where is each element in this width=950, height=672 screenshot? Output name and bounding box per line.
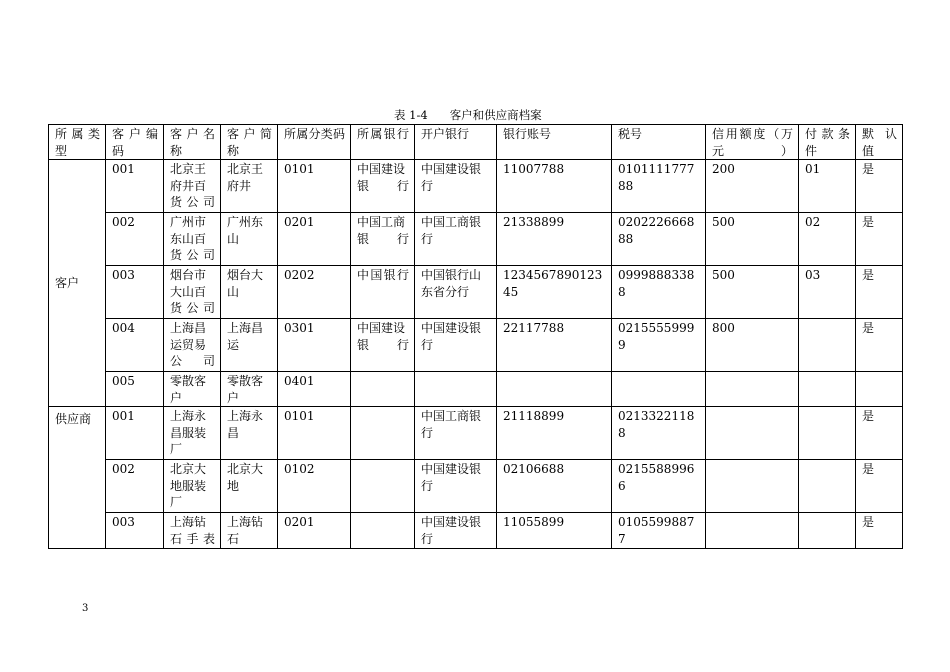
header-cell: 所属银行: [351, 125, 415, 160]
short-name-cell: 北京大地: [221, 460, 278, 513]
credit-cell: [706, 513, 799, 549]
customer-supplier-table: [48, 124, 903, 549]
credit-cell: [706, 372, 799, 407]
short-name-cell: 零散客户: [221, 372, 278, 407]
header-cell: 所属类型: [49, 125, 106, 160]
tax-cell: 02133221188: [612, 407, 706, 460]
default-cell: [856, 372, 903, 407]
class-code-cell: 0301: [278, 319, 351, 372]
bank-cell: [351, 513, 415, 549]
header-cell: 客户编码: [106, 125, 164, 160]
caption-number: 表 1-4: [394, 108, 428, 122]
terms-cell: 02: [799, 213, 856, 266]
code-cell: 002: [106, 213, 164, 266]
bank-cell: [351, 407, 415, 460]
short-name-cell: 上海昌运: [221, 319, 278, 372]
terms-cell: [799, 407, 856, 460]
bank-cell: 中国建设银行: [351, 319, 415, 372]
code-cell: 005: [106, 372, 164, 407]
tax-cell: 09998883388: [612, 266, 706, 319]
table-row: [49, 213, 903, 266]
header-cell: 税号: [612, 125, 706, 160]
branch-cell: 中国工商银行: [415, 407, 497, 460]
header-cell: 客户简称: [221, 125, 278, 160]
terms-cell: 03: [799, 266, 856, 319]
credit-cell: 500: [706, 266, 799, 319]
bank-cell: 中国工商银行: [351, 213, 415, 266]
account-cell: 21338899: [497, 213, 612, 266]
name-cell: 上海永昌服装厂: [164, 407, 221, 460]
branch-cell: 中国建设银行: [415, 513, 497, 549]
class-code-cell: 0101: [278, 407, 351, 460]
class-code-cell: 0101: [278, 160, 351, 213]
short-name-cell: 烟台大山: [221, 266, 278, 319]
table-caption: [394, 108, 542, 122]
code-cell: 002: [106, 460, 164, 513]
header-cell: 客户名称: [164, 125, 221, 160]
table-row: [49, 266, 903, 319]
account-cell: 02106688: [497, 460, 612, 513]
tax-cell: 02155889966: [612, 460, 706, 513]
tax-cell: 010111177788: [612, 160, 706, 213]
name-cell: 上海钻石手表: [164, 513, 221, 549]
default-cell: 是: [856, 513, 903, 549]
header-cell: 默认值: [856, 125, 903, 160]
name-cell: 烟台市大山百货公司: [164, 266, 221, 319]
branch-cell: 中国建设银行: [415, 460, 497, 513]
account-cell: 22117788: [497, 319, 612, 372]
bank-cell: 中国建设银行: [351, 160, 415, 213]
credit-cell: 800: [706, 319, 799, 372]
table-row: [49, 407, 903, 460]
default-cell: 是: [856, 266, 903, 319]
credit-cell: 200: [706, 160, 799, 213]
short-name-cell: 上海钻石: [221, 513, 278, 549]
header-cell: 所属分类码: [278, 125, 351, 160]
code-cell: 003: [106, 513, 164, 549]
table-row: [49, 460, 903, 513]
code-cell: 001: [106, 160, 164, 213]
name-cell: 零散客户: [164, 372, 221, 407]
tax-cell: [612, 372, 706, 407]
terms-cell: [799, 372, 856, 407]
account-cell: 11055899: [497, 513, 612, 549]
terms-cell: [799, 460, 856, 513]
table-row: [49, 160, 903, 213]
tax-cell: 01055998877: [612, 513, 706, 549]
class-code-cell: 0201: [278, 213, 351, 266]
code-cell: 004: [106, 319, 164, 372]
account-cell: [497, 372, 612, 407]
default-cell: 是: [856, 407, 903, 460]
short-name-cell: 广州东山: [221, 213, 278, 266]
default-cell: 是: [856, 319, 903, 372]
table-row: [49, 319, 903, 372]
branch-cell: 中国建设银行: [415, 160, 497, 213]
credit-cell: 500: [706, 213, 799, 266]
bank-cell: [351, 372, 415, 407]
default-cell: 是: [856, 213, 903, 266]
class-code-cell: 0202: [278, 266, 351, 319]
tax-cell: 02155559999: [612, 319, 706, 372]
branch-cell: 中国建设银行: [415, 319, 497, 372]
bank-cell: [351, 460, 415, 513]
caption-title: 客户和供应商档案: [449, 108, 542, 122]
account-cell: 11007788: [497, 160, 612, 213]
default-cell: 是: [856, 160, 903, 213]
name-cell: 广州市东山百货公司: [164, 213, 221, 266]
account-cell: 123456789012345: [497, 266, 612, 319]
branch-cell: 中国银行山东省分行: [415, 266, 497, 319]
name-cell: 北京大地服装厂: [164, 460, 221, 513]
group-cell-supplier: 供应商: [49, 407, 106, 549]
account-cell: 21118899: [497, 407, 612, 460]
branch-cell: 中国工商银行: [415, 213, 497, 266]
page-number: 3: [82, 603, 89, 614]
header-cell: 开户银行: [415, 125, 497, 160]
name-cell: 北京王府井百货公司: [164, 160, 221, 213]
tax-cell: 020222666888: [612, 213, 706, 266]
code-cell: 001: [106, 407, 164, 460]
header-row: [49, 125, 903, 160]
short-name-cell: 上海永昌: [221, 407, 278, 460]
credit-cell: [706, 407, 799, 460]
terms-cell: [799, 319, 856, 372]
short-name-cell: 北京王府井: [221, 160, 278, 213]
terms-cell: [799, 513, 856, 549]
credit-cell: [706, 460, 799, 513]
terms-cell: 01: [799, 160, 856, 213]
bank-cell: 中国银行: [351, 266, 415, 319]
header-cell: 付款条件: [799, 125, 856, 160]
table-row: [49, 513, 903, 549]
class-code-cell: 0201: [278, 513, 351, 549]
table-row: [49, 372, 903, 407]
code-cell: 003: [106, 266, 164, 319]
default-cell: 是: [856, 460, 903, 513]
group-cell-customer: 客户: [49, 160, 106, 407]
class-code-cell: 0102: [278, 460, 351, 513]
branch-cell: [415, 372, 497, 407]
class-code-cell: 0401: [278, 372, 351, 407]
header-cell: 信用额度（万元）: [706, 125, 799, 160]
header-cell: 银行账号: [497, 125, 612, 160]
name-cell: 上海昌运贸易公司: [164, 319, 221, 372]
